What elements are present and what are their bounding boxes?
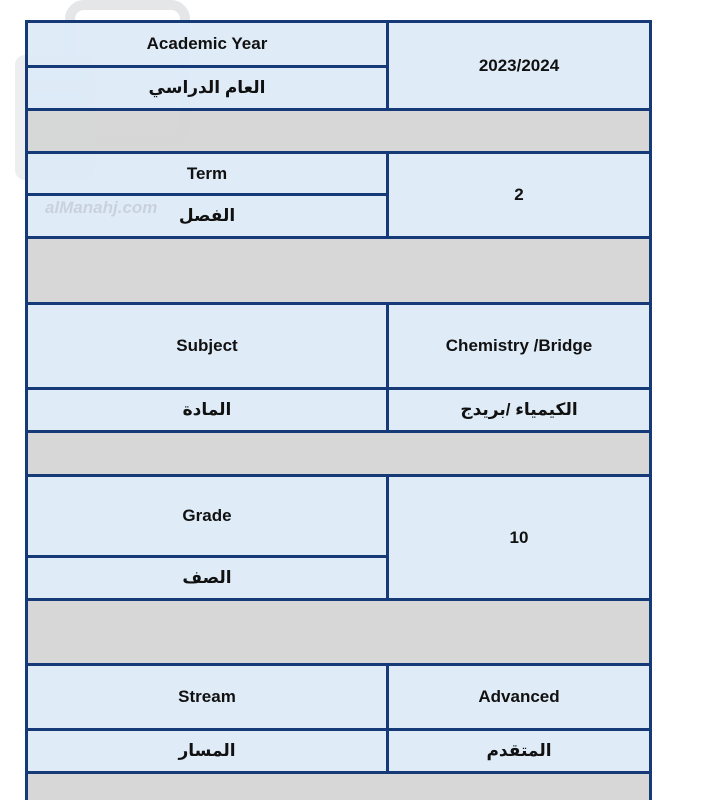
grid-line [28,430,649,433]
grid-line [386,23,389,108]
stream-label-en: Stream [28,666,386,728]
grid-line [386,474,389,598]
grid-line [28,193,386,196]
spacer-row [28,433,649,474]
grid-line [386,302,389,430]
grid-line [28,474,649,477]
spacer-row [28,601,649,663]
term-label-en: Term [28,154,386,193]
subject-label-en: Subject [28,305,386,387]
grid-line [28,151,649,154]
grid-line [28,663,649,666]
academic-year-value: 2023/2024 [389,23,649,108]
watermark-site-text: alManahj.com [45,198,158,217]
grid-line [28,728,649,731]
grid-line [28,65,386,68]
spacer-row [28,774,649,800]
info-table [25,20,652,800]
grade-label-en: Grade [28,477,386,555]
grid-line [28,108,649,111]
academic-year-label-ar: العام الدراسي [28,68,386,108]
grid-line [386,151,389,236]
term-value: 2 [389,154,649,236]
grade-value: 10 [389,477,649,598]
stream-value-en: Advanced [389,666,649,728]
grid-line [28,555,386,558]
stream-value-ar: المتقدم [389,731,649,771]
term-label-ar: الفصل [28,196,386,236]
subject-label-ar: المادة [28,390,386,430]
grid-line [28,236,649,239]
grid-line [28,387,649,390]
grid-line [28,302,649,305]
stream-label-ar: المسار [28,731,386,771]
grid-line [28,771,649,774]
grade-label-ar: الصف [28,558,386,598]
spacer-row [28,111,649,151]
spacer-row [28,239,649,302]
subject-value-en: Chemistry /Bridge [389,305,649,387]
academic-year-label-en: Academic Year [28,23,386,65]
grid-line [386,663,389,771]
subject-value-ar: الكيمياء /بريدج [389,390,649,430]
grid-line [28,598,649,601]
